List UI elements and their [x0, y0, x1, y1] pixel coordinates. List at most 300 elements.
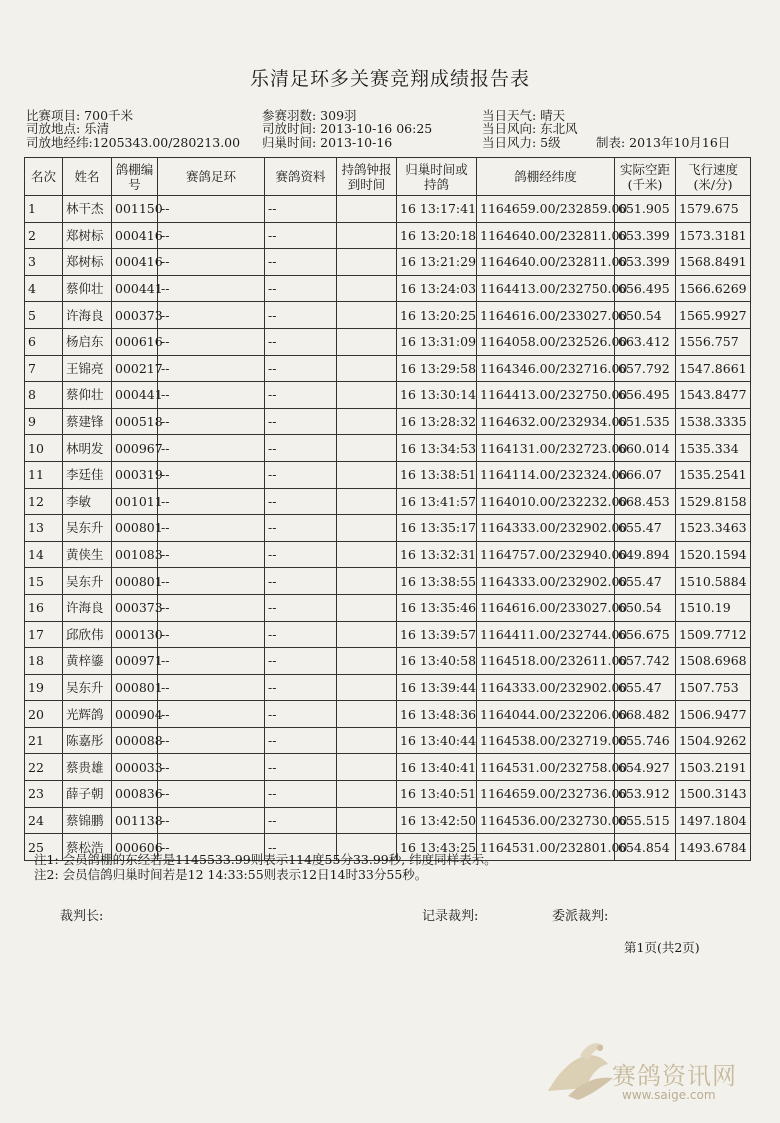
- cell-ring: --: [158, 621, 265, 648]
- cell-name: 黄梓鎏: [63, 648, 112, 675]
- cell-distance: 657.742: [615, 648, 676, 675]
- cell-name: 郑树标: [63, 249, 112, 276]
- table-row: [25, 781, 751, 808]
- cell-info: --: [265, 382, 337, 409]
- cell-clock-time: [337, 648, 397, 675]
- cell-name: 吴东升: [63, 568, 112, 595]
- cell-loft-no: 000606: [112, 834, 158, 861]
- cell-ring: --: [158, 781, 265, 808]
- cell-speed: 1566.6269: [676, 275, 751, 302]
- table-header-row: [25, 158, 751, 196]
- table-row: [25, 302, 751, 329]
- cell-info: --: [265, 727, 337, 754]
- cell-rank: 21: [25, 727, 63, 754]
- cell-name: 林干杰: [63, 196, 112, 223]
- cell-rank: 25: [25, 834, 63, 861]
- table-row: [25, 807, 751, 834]
- cell-ring: --: [158, 754, 265, 781]
- table-body: [25, 196, 751, 861]
- cell-coords: 1164114.00/232324.00: [477, 461, 615, 488]
- cell-speed: 1565.9927: [676, 302, 751, 329]
- cell-name: 邱欣伟: [63, 621, 112, 648]
- cell-info: --: [265, 648, 337, 675]
- cell-info: --: [265, 435, 337, 462]
- cell-distance: 668.482: [615, 701, 676, 728]
- table-row: [25, 461, 751, 488]
- cell-return-time: 16 13:38:51: [397, 461, 477, 488]
- cell-ring: --: [158, 594, 265, 621]
- cell-loft-no: 000217: [112, 355, 158, 382]
- cell-distance: 666.07: [615, 461, 676, 488]
- cell-return-time: 16 13:40:51: [397, 781, 477, 808]
- cell-return-time: 16 13:32:31: [397, 541, 477, 568]
- cell-coords: 1164616.00/233027.00: [477, 594, 615, 621]
- cell-rank: 18: [25, 648, 63, 675]
- cell-clock-time: [337, 807, 397, 834]
- cell-ring: --: [158, 515, 265, 542]
- cell-return-time: 16 13:30:14: [397, 382, 477, 409]
- cell-clock-time: [337, 488, 397, 515]
- header-speed: 飞行速度(米/分): [676, 158, 751, 196]
- cell-coords: 1164518.00/232611.00: [477, 648, 615, 675]
- cell-clock-time: [337, 249, 397, 276]
- table-row: [25, 674, 751, 701]
- cell-loft-no: 000373: [112, 302, 158, 329]
- cell-speed: 1509.7712: [676, 621, 751, 648]
- cell-return-time: 16 13:21:29: [397, 249, 477, 276]
- cell-ring: --: [158, 302, 265, 329]
- cell-speed: 1568.8491: [676, 249, 751, 276]
- cell-clock-time: [337, 781, 397, 808]
- cell-speed: 1573.3181: [676, 222, 751, 249]
- cell-return-time: 16 13:31:09: [397, 328, 477, 355]
- cell-clock-time: [337, 302, 397, 329]
- table-row: [25, 435, 751, 462]
- table-row: [25, 382, 751, 409]
- table-row: [25, 648, 751, 675]
- table-row: [25, 275, 751, 302]
- cell-clock-time: [337, 674, 397, 701]
- cell-coords: 1164411.00/232744.00: [477, 621, 615, 648]
- cell-coords: 1164131.00/232723.00: [477, 435, 615, 462]
- table-row: [25, 754, 751, 781]
- cell-name: 蔡锦鹏: [63, 807, 112, 834]
- cell-return-time: 16 13:42:50: [397, 807, 477, 834]
- cell-name: 王锦亮: [63, 355, 112, 382]
- cell-loft-no: 001138: [112, 807, 158, 834]
- cell-speed: 1500.3143: [676, 781, 751, 808]
- cell-speed: 1510.5884: [676, 568, 751, 595]
- cell-loft-no: 000373: [112, 594, 158, 621]
- cell-rank: 15: [25, 568, 63, 595]
- cell-speed: 1523.3463: [676, 515, 751, 542]
- cell-ring: --: [158, 275, 265, 302]
- cell-ring: --: [158, 488, 265, 515]
- cell-coords: 1164333.00/232902.00: [477, 515, 615, 542]
- cell-loft-no: 000801: [112, 515, 158, 542]
- cell-coords: 1164536.00/232730.00: [477, 807, 615, 834]
- cell-name: 蔡建锋: [63, 408, 112, 435]
- cell-rank: 5: [25, 302, 63, 329]
- cell-name: 吴东升: [63, 674, 112, 701]
- cell-loft-no: 001011: [112, 488, 158, 515]
- info-weather: 当日天气: 晴天: [482, 108, 566, 123]
- cell-info: --: [265, 355, 337, 382]
- cell-rank: 1: [25, 196, 63, 223]
- cell-speed: 1493.6784: [676, 834, 751, 861]
- cell-return-time: 16 13:35:46: [397, 594, 477, 621]
- cell-coords: 1164010.00/232232.00: [477, 488, 615, 515]
- cell-distance: 655.515: [615, 807, 676, 834]
- cell-rank: 23: [25, 781, 63, 808]
- info-release-place: 司放地点: 乐清: [26, 121, 110, 136]
- cell-loft-no: 000967: [112, 435, 158, 462]
- header-distance: 实际空距(千米): [615, 158, 676, 196]
- cell-rank: 11: [25, 461, 63, 488]
- cell-loft-no: 000416: [112, 249, 158, 276]
- cell-loft-no: 000416: [112, 222, 158, 249]
- cell-coords: 1164632.00/232934.00: [477, 408, 615, 435]
- cell-rank: 8: [25, 382, 63, 409]
- cell-coords: 1164531.00/232758.00: [477, 754, 615, 781]
- cell-name: 李廷佳: [63, 461, 112, 488]
- cell-rank: 17: [25, 621, 63, 648]
- cell-info: --: [265, 249, 337, 276]
- cell-speed: 1508.6968: [676, 648, 751, 675]
- table-row: [25, 249, 751, 276]
- watermark-url: www.saige.com: [622, 1088, 716, 1102]
- cell-loft-no: 000801: [112, 674, 158, 701]
- cell-loft-no: 000130: [112, 621, 158, 648]
- cell-loft-no: 000033: [112, 754, 158, 781]
- cell-rank: 12: [25, 488, 63, 515]
- signature-appointed: 委派裁判:: [552, 909, 609, 924]
- cell-rank: 24: [25, 807, 63, 834]
- cell-rank: 3: [25, 249, 63, 276]
- cell-distance: 655.746: [615, 727, 676, 754]
- cell-name: 黄侠生: [63, 541, 112, 568]
- cell-clock-time: [337, 568, 397, 595]
- table-row: [25, 408, 751, 435]
- header-name: 姓名: [63, 158, 112, 196]
- cell-loft-no: 000319: [112, 461, 158, 488]
- cell-loft-no: 000441: [112, 275, 158, 302]
- cell-distance: 653.399: [615, 249, 676, 276]
- table-row: [25, 594, 751, 621]
- cell-distance: 650.54: [615, 302, 676, 329]
- cell-ring: --: [158, 222, 265, 249]
- table-row: [25, 727, 751, 754]
- cell-ring: --: [158, 674, 265, 701]
- cell-distance: 655.47: [615, 515, 676, 542]
- cell-name: 杨启东: [63, 328, 112, 355]
- cell-ring: --: [158, 568, 265, 595]
- cell-distance: 655.47: [615, 568, 676, 595]
- page-number: 第1页(共2页): [624, 940, 700, 955]
- table-row: [25, 541, 751, 568]
- table-row: [25, 515, 751, 542]
- cell-rank: 14: [25, 541, 63, 568]
- cell-coords: 1164538.00/232719.00: [477, 727, 615, 754]
- cell-info: --: [265, 541, 337, 568]
- table-row: [25, 196, 751, 223]
- cell-clock-time: [337, 275, 397, 302]
- cell-speed: 1529.8158: [676, 488, 751, 515]
- cell-coords: 1164413.00/232750.00: [477, 382, 615, 409]
- info-wind-force: 当日风力: 5级: [482, 135, 561, 150]
- cell-clock-time: [337, 435, 397, 462]
- cell-distance: 660.014: [615, 435, 676, 462]
- cell-ring: --: [158, 541, 265, 568]
- cell-coords: 1164531.00/232801.00: [477, 834, 615, 861]
- cell-info: --: [265, 461, 337, 488]
- cell-rank: 22: [25, 754, 63, 781]
- info-race-item: 比赛项目: 700千米: [26, 108, 134, 123]
- cell-return-time: 16 13:34:53: [397, 435, 477, 462]
- cell-clock-time: [337, 382, 397, 409]
- cell-coords: 1164346.00/232716.00: [477, 355, 615, 382]
- cell-coords: 1164333.00/232902.00: [477, 674, 615, 701]
- header-clock-time: 持鸽钟报到时间: [337, 158, 397, 196]
- cell-info: --: [265, 594, 337, 621]
- note-1: 注1: 会员鸽棚的东经若是1145533.99则表示114度55分33.99秒, 纬度同样表示。: [34, 852, 497, 867]
- info-return-date: 归巢时间: 2013-10-16: [262, 135, 393, 150]
- cell-speed: 1535.2541: [676, 461, 751, 488]
- cell-clock-time: [337, 754, 397, 781]
- info-entries: 参赛羽数: 309羽: [262, 108, 357, 123]
- cell-distance: 668.453: [615, 488, 676, 515]
- cell-rank: 2: [25, 222, 63, 249]
- cell-distance: 650.54: [615, 594, 676, 621]
- cell-speed: 1547.8661: [676, 355, 751, 382]
- cell-rank: 13: [25, 515, 63, 542]
- cell-clock-time: [337, 408, 397, 435]
- cell-speed: 1510.19: [676, 594, 751, 621]
- cell-speed: 1535.334: [676, 435, 751, 462]
- cell-info: --: [265, 408, 337, 435]
- cell-info: --: [265, 302, 337, 329]
- cell-info: --: [265, 834, 337, 861]
- cell-speed: 1506.9477: [676, 701, 751, 728]
- notes: [34, 852, 497, 882]
- cell-distance: 651.905: [615, 196, 676, 223]
- cell-name: 蔡贵雄: [63, 754, 112, 781]
- info-wind-direction: 当日风向: 东北风: [482, 121, 578, 136]
- cell-distance: 654.927: [615, 754, 676, 781]
- cell-ring: --: [158, 435, 265, 462]
- cell-coords: 1164413.00/232750.00: [477, 275, 615, 302]
- cell-distance: 653.399: [615, 222, 676, 249]
- table-row: [25, 568, 751, 595]
- cell-coords: 1164659.00/232736.00: [477, 781, 615, 808]
- cell-name: 林明发: [63, 435, 112, 462]
- cell-return-time: 16 13:41:57: [397, 488, 477, 515]
- cell-clock-time: [337, 355, 397, 382]
- cell-return-time: 16 13:43:25: [397, 834, 477, 861]
- cell-clock-time: [337, 515, 397, 542]
- table-row: [25, 621, 751, 648]
- cell-return-time: 16 13:48:36: [397, 701, 477, 728]
- cell-clock-time: [337, 701, 397, 728]
- cell-rank: 9: [25, 408, 63, 435]
- cell-ring: --: [158, 727, 265, 754]
- cell-name: 许海良: [63, 302, 112, 329]
- cell-return-time: 16 13:20:18: [397, 222, 477, 249]
- cell-info: --: [265, 275, 337, 302]
- cell-name: 郑树标: [63, 222, 112, 249]
- cell-name: 陈嘉彤: [63, 727, 112, 754]
- signature-chief: 裁判长:: [60, 909, 104, 924]
- table-row: [25, 355, 751, 382]
- results-table: [24, 157, 751, 861]
- cell-name: 光辉鸽: [63, 701, 112, 728]
- cell-rank: 4: [25, 275, 63, 302]
- cell-ring: --: [158, 834, 265, 861]
- cell-speed: 1497.1804: [676, 807, 751, 834]
- cell-info: --: [265, 515, 337, 542]
- cell-clock-time: [337, 222, 397, 249]
- cell-return-time: 16 13:40:58: [397, 648, 477, 675]
- cell-info: --: [265, 621, 337, 648]
- cell-ring: --: [158, 408, 265, 435]
- cell-speed: 1507.753: [676, 674, 751, 701]
- cell-coords: 1164058.00/232526.00: [477, 328, 615, 355]
- cell-distance: 663.412: [615, 328, 676, 355]
- cell-distance: 656.675: [615, 621, 676, 648]
- cell-info: --: [265, 754, 337, 781]
- cell-name: 蔡松浩: [63, 834, 112, 861]
- cell-ring: --: [158, 461, 265, 488]
- cell-speed: 1504.9262: [676, 727, 751, 754]
- cell-loft-no: 000616: [112, 328, 158, 355]
- cell-return-time: 16 13:40:44: [397, 727, 477, 754]
- table-row: [25, 488, 751, 515]
- cell-return-time: 16 13:17:41: [397, 196, 477, 223]
- table-row: [25, 222, 751, 249]
- cell-name: 李敏: [63, 488, 112, 515]
- watermark-text: 赛鸽资讯网: [612, 1062, 737, 1090]
- signature-recorder: 记录裁判:: [422, 909, 479, 924]
- cell-rank: 10: [25, 435, 63, 462]
- cell-coords: 1164616.00/233027.00: [477, 302, 615, 329]
- cell-ring: --: [158, 701, 265, 728]
- cell-return-time: 16 13:35:17: [397, 515, 477, 542]
- cell-return-time: 16 13:28:32: [397, 408, 477, 435]
- cell-speed: 1503.2191: [676, 754, 751, 781]
- header-info: 赛鸽资料: [265, 158, 337, 196]
- header-ring: 赛鸽足环: [158, 158, 265, 196]
- info-release-time: 司放时间: 2013-10-16 06:25: [262, 121, 433, 136]
- cell-name: 许海良: [63, 594, 112, 621]
- header-rank: 名次: [25, 158, 63, 196]
- cell-ring: --: [158, 648, 265, 675]
- cell-info: --: [265, 196, 337, 223]
- cell-clock-time: [337, 196, 397, 223]
- cell-loft-no: 000801: [112, 568, 158, 595]
- cell-distance: 656.495: [615, 382, 676, 409]
- cell-info: --: [265, 701, 337, 728]
- cell-speed: 1556.757: [676, 328, 751, 355]
- cell-ring: --: [158, 196, 265, 223]
- cell-return-time: 16 13:39:44: [397, 674, 477, 701]
- cell-ring: --: [158, 355, 265, 382]
- cell-info: --: [265, 568, 337, 595]
- cell-rank: 16: [25, 594, 63, 621]
- cell-name: 蔡仰壮: [63, 382, 112, 409]
- header-coords: 鸽棚经纬度: [477, 158, 615, 196]
- cell-info: --: [265, 222, 337, 249]
- cell-coords: 1164757.00/232940.00: [477, 541, 615, 568]
- cell-clock-time: [337, 541, 397, 568]
- cell-return-time: 16 13:39:57: [397, 621, 477, 648]
- cell-coords: 1164659.00/232859.00: [477, 196, 615, 223]
- cell-name: 吴东升: [63, 515, 112, 542]
- cell-rank: 20: [25, 701, 63, 728]
- cell-coords: 1164044.00/232206.00: [477, 701, 615, 728]
- cell-clock-time: [337, 727, 397, 754]
- cell-return-time: 16 13:29:58: [397, 355, 477, 382]
- cell-speed: 1579.675: [676, 196, 751, 223]
- cell-loft-no: 000518: [112, 408, 158, 435]
- cell-distance: 656.495: [615, 275, 676, 302]
- cell-return-time: 16 13:24:03: [397, 275, 477, 302]
- cell-distance: 649.894: [615, 541, 676, 568]
- cell-loft-no: 001150: [112, 196, 158, 223]
- info-release-coords: 司放地经纬:1205343.00/280213.00: [26, 135, 241, 150]
- cell-ring: --: [158, 328, 265, 355]
- cell-ring: --: [158, 249, 265, 276]
- table-row: [25, 328, 751, 355]
- cell-rank: 7: [25, 355, 63, 382]
- note-2: 注2: 会员信鸽归巢时间若是12 14:33:55则表示12日14时33分55秒。: [34, 867, 428, 882]
- report-title: 乐清足环多关赛竞翔成绩报告表: [249, 68, 530, 90]
- cell-rank: 19: [25, 674, 63, 701]
- cell-name: 薛子朝: [63, 781, 112, 808]
- cell-loft-no: 000088: [112, 727, 158, 754]
- cell-distance: 653.912: [615, 781, 676, 808]
- cell-distance: 654.854: [615, 834, 676, 861]
- cell-loft-no: 000971: [112, 648, 158, 675]
- cell-loft-no: 001083: [112, 541, 158, 568]
- cell-info: --: [265, 807, 337, 834]
- cell-info: --: [265, 781, 337, 808]
- cell-return-time: 16 13:40:41: [397, 754, 477, 781]
- cell-loft-no: 000836: [112, 781, 158, 808]
- cell-clock-time: [337, 461, 397, 488]
- cell-return-time: 16 13:38:55: [397, 568, 477, 595]
- cell-name: 蔡仰壮: [63, 275, 112, 302]
- cell-speed: 1520.1594: [676, 541, 751, 568]
- table-row: [25, 701, 751, 728]
- cell-speed: 1538.3335: [676, 408, 751, 435]
- cell-return-time: 16 13:20:25: [397, 302, 477, 329]
- cell-clock-time: [337, 328, 397, 355]
- header-loft-no: 鸽棚编号: [112, 158, 158, 196]
- cell-info: --: [265, 328, 337, 355]
- cell-coords: 1164640.00/232811.00: [477, 222, 615, 249]
- cell-coords: 1164640.00/232811.00: [477, 249, 615, 276]
- cell-speed: 1543.8477: [676, 382, 751, 409]
- cell-loft-no: 000441: [112, 382, 158, 409]
- cell-ring: --: [158, 382, 265, 409]
- cell-coords: 1164333.00/232902.00: [477, 568, 615, 595]
- cell-ring: --: [158, 807, 265, 834]
- cell-clock-time: [337, 594, 397, 621]
- cell-clock-time: [337, 621, 397, 648]
- cell-loft-no: 000904: [112, 701, 158, 728]
- cell-info: --: [265, 674, 337, 701]
- info-made-date: 制表: 2013年10月16日: [596, 135, 731, 150]
